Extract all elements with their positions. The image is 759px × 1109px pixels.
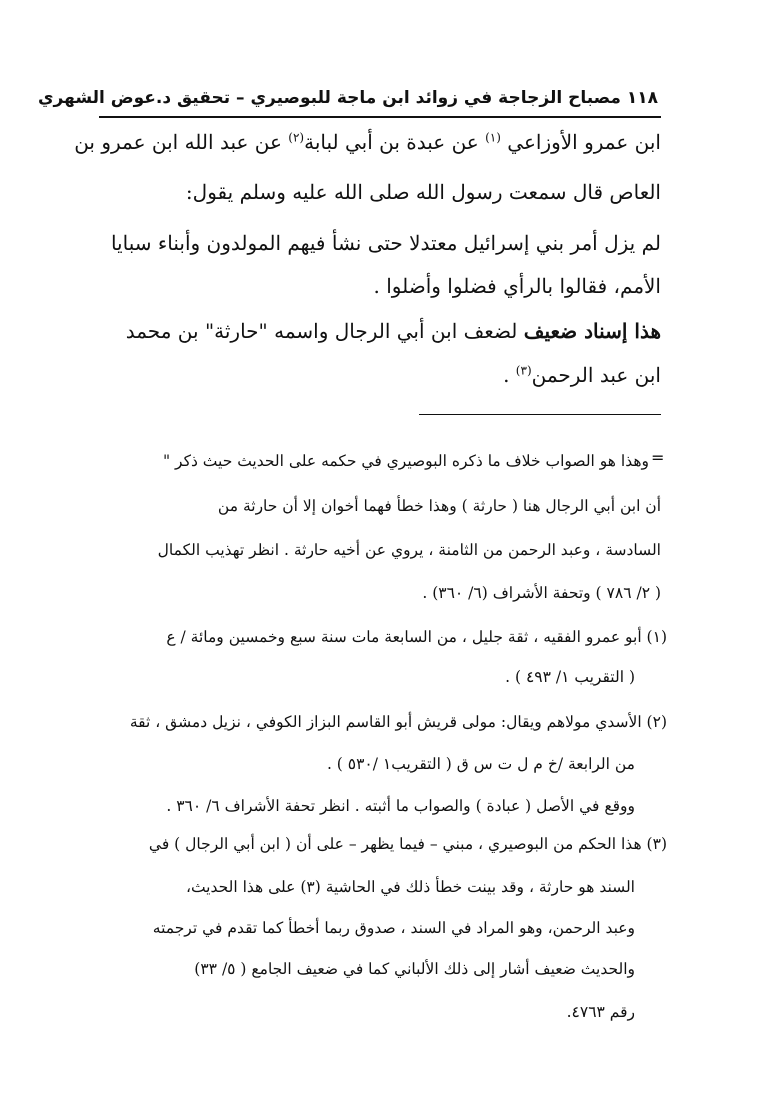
body-line-3: لم يزل أمر بني إسرائيل معتدلا حتى نشأ فيهم المولدون وأبناء سبايا (110, 231, 661, 255)
footnote-separator (419, 414, 661, 415)
footnote-3-line-2: السند هو حارثة ، وقد بينت خطأ ذلك في الحاشية (٣) على هذا الحديث، (185, 878, 635, 896)
body-line-5 (126, 319, 661, 343)
footnote-2-line-3: ووقع في الأصل ( عبادة ) والصواب ما أثبته . انظر تحفة الأشراف ٦/ ٣٦٠ . (166, 797, 635, 815)
footnote-3-line-5: رقم ٤٧٦٣. (566, 1003, 635, 1021)
footnote-ref-3: (٣) (515, 363, 532, 378)
footnote-cont-line-2: أن ابن أبي الرجال هنا ( حارثة ) وهذا خطأ فهما أخوان إلا أن حارثة من (217, 497, 661, 515)
body-line-6-b: . (503, 363, 516, 387)
footnote-1-line-2: ( التقريب ١/ ٤٩٣ ) . (505, 668, 635, 686)
footnote-3-line-1: (٣) هذا الحكم من البوصيري ، مبني – فيما يظهر – على أن ( ابن أبي الرجال ) في (148, 835, 667, 853)
body-line-1-a: ابن عمرو الأوزاعي (500, 130, 661, 154)
footnote-ref-2: (٢) (288, 130, 305, 145)
body-line-1-c: عن عبد الله ابن عمرو بن (74, 130, 289, 154)
footnote-1-line-1: (١) أبو عمرو الفقيه ، ثقة جليل ، من السابعة مات سنة سبع وخمسين ومائة / ع (166, 628, 667, 646)
footnote-2-line-2: من الرابعة /خ م ل ت س ق ( التقريب١ /٥٣٠ ) . (326, 755, 635, 773)
footnote-3-line-4: والحديث ضعيف أشار إلى ذلك الألباني كما في ضعيف الجامع ( ٥/ ٣٣) (194, 960, 635, 978)
running-header: ١١٨ مصباح الزجاجة في زوائد ابن ماجة للبوصيري – تحقيق د.عوض الشهري (37, 88, 658, 108)
isnad-verdict: هذا إسناد ضعيف (523, 319, 661, 343)
body-line-2: العاص قال سمعت رسول الله صلى الله عليه وسلم يقول: (185, 180, 661, 204)
body-line-5-rest: لضعف ابن أبي الرجال واسمه "حارثة" بن محمد (125, 319, 524, 343)
footnote-ref-1: (١) (485, 130, 501, 145)
footnote-cont-line-3: السادسة ، وعبد الرحمن من الثامنة ، يروي عن أخيه حارثة . انظر تهذيب الكمال (157, 541, 661, 559)
body-line-6 (503, 363, 661, 387)
footnote-2-line-1: (٢) الأسدي مولاهم ويقال: مولى قريش أبو القاسم البزاز الكوفي ، نزيل دمشق ، ثقة (129, 713, 667, 731)
body-line-6-a: ابن عبد الرحمن (531, 363, 661, 387)
footnote-cont-line-1: وهذا هو الصواب خلاف ما ذكره البوصيري في حكمه على الحديث حيث ذكر " (162, 452, 649, 470)
body-line-4: الأمم، فقالوا بالرأي فضلوا وأضلوا . (373, 274, 661, 298)
header-rule (99, 116, 661, 118)
body-line-1 (74, 130, 661, 154)
body-line-1-b: عن عبدة بن أبي لبابة (304, 130, 486, 154)
footnote-3-line-3: وعبد الرحمن، وهو المراد في السند ، صدوق ربما أخطأ كما تقدم في ترجمته (152, 919, 635, 937)
continuation-mark: = (651, 448, 665, 467)
footnote-cont-line-4: ( ٢/ ٧٨٦ ) وتحفة الأشراف (٦/ ٣٦٠) . (422, 584, 661, 602)
